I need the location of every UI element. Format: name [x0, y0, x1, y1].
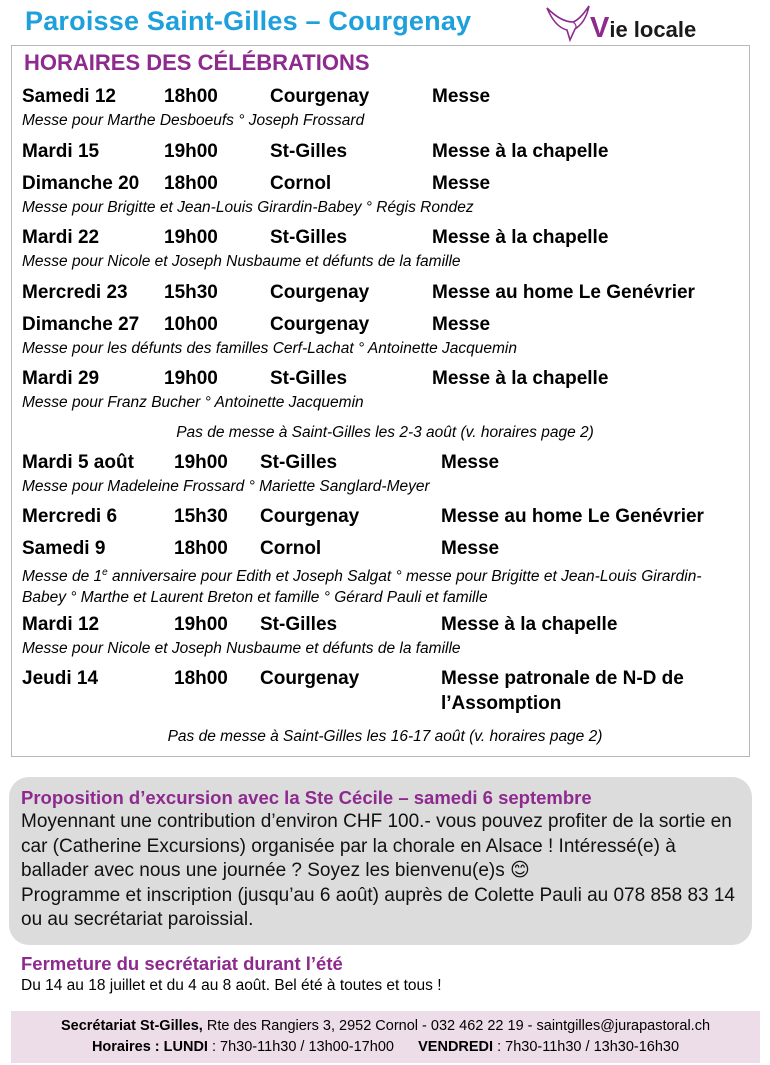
row-place: St-Gilles [260, 614, 338, 635]
excursion-body [21, 810, 741, 933]
footer-hours-monday: : 7h30-11h30 / 13h00-17h00 [207, 1039, 394, 1055]
row-note: Messe pour Brigitte et Jean-Louis Girardin-Babey ° Régis Rondez [22, 199, 474, 216]
row-place: Courgenay [270, 282, 370, 303]
row-day: Dimanche 27 [22, 314, 140, 335]
row-day: Samedi 12 [22, 86, 116, 107]
row-time: 10h00 [164, 314, 218, 335]
row-time: 18h00 [174, 538, 228, 559]
row-place: Cornol [260, 538, 322, 559]
row-day: Jeudi 14 [22, 668, 99, 689]
schedule-row [0, 612, 770, 638]
schedule-row [0, 312, 770, 338]
schedule-row [0, 280, 770, 306]
row-event: Messe [432, 86, 491, 107]
row-note: Messe pour Nicole et Joseph Nusbaume et défunts de la famille [22, 640, 461, 657]
row-day: Mardi 12 [22, 614, 100, 635]
row-time: 19h00 [174, 452, 228, 473]
footer-friday-label: VENDREDI [418, 1039, 494, 1055]
row-place: Courgenay [260, 506, 360, 527]
row-time: 19h00 [164, 368, 218, 389]
row-place: Courgenay [270, 314, 370, 335]
row-time: 18h00 [164, 173, 218, 194]
schedule-row [0, 666, 770, 714]
row-note: Messe pour Madeleine Frossard ° Mariette Sanglard-Meyer [22, 478, 430, 495]
row-time: 19h00 [174, 614, 228, 635]
row-place: St-Gilles [270, 368, 348, 389]
row-event: Messe patronale de N-D de l’Assomption [441, 668, 684, 714]
row-event: Messe [441, 538, 500, 559]
excursion-text: Moyennant une contribution d’environ CHF 100.- vous pouvez profiter de la sortie en car (Catherine Excursions) organisée par la chorale en Alsace ! Intéressé(e) à ballader avec nous une journée ? Soyez les bienvenu(e)s [21, 811, 732, 881]
row-event: Messe au home Le Genévrier [432, 282, 695, 303]
row-day: Samedi 9 [22, 538, 106, 559]
section-label [590, 12, 696, 45]
row-day: Mardi 5 août [22, 452, 134, 473]
row-place: Courgenay [260, 668, 360, 689]
smiley-icon: 😊 [510, 860, 530, 881]
row-time: 15h30 [174, 506, 228, 527]
excursion-text-registration: Programme et inscription (jusqu’au 6 août) auprès de Colette Pauli au 078 858 83 14 ou au secrétariat paroissial. [21, 884, 735, 930]
row-note: Messe pour Nicole et Joseph Nusbaume et défunts de la famille [22, 253, 461, 270]
row-note: Messe pour Franz Bucher ° Antoinette Jacquemin [22, 394, 364, 411]
row-day: Mercredi 6 [22, 506, 118, 527]
row-event: Messe [441, 452, 500, 473]
row-note: Messe pour les défunts des familles Cerf-Lachat ° Antoinette Jacquemin [22, 340, 517, 357]
row-time: 18h00 [174, 668, 228, 689]
footer-hours-friday: : 7h30-11h30 / 13h30-16h30 [493, 1039, 680, 1055]
schedule-row [0, 366, 770, 392]
row-place: Courgenay [270, 86, 370, 107]
row-note-superscript: e [102, 567, 108, 578]
schedule-row [0, 84, 770, 110]
info-note: Pas de messe à Saint-Gilles les 2-3 août (v. horaires page 2) [176, 424, 594, 441]
row-place: St-Gilles [270, 141, 348, 162]
section-label-rest: ie locale [609, 17, 697, 42]
row-event: Messe à la chapelle [432, 227, 609, 248]
footer-address: Rte des Rangiers 3, 2952 Cornol - 032 462 22 19 - saintgilles@jurapastoral.ch [202, 1018, 711, 1034]
dove-icon [543, 2, 593, 44]
schedule-row [0, 536, 770, 562]
row-event: Messe [432, 314, 491, 335]
schedule-title: HORAIRES DES CÉLÉBRATIONS [24, 50, 370, 75]
row-day: Mercredi 23 [22, 282, 128, 303]
row-note: Messe pour Marthe Desboeufs ° Joseph Frossard [22, 112, 365, 129]
footer-org: Secrétariat St-Gilles, [60, 1018, 203, 1034]
row-place: Cornol [270, 173, 332, 194]
row-place: St-Gilles [270, 227, 348, 248]
excursion-title: Proposition d’excursion avec la Ste Cécile – samedi 6 septembre [21, 787, 592, 808]
footer-hours-label: Horaires : LUNDI [91, 1039, 208, 1055]
closure-title: Fermeture du secrétariat durant l’été [21, 953, 343, 974]
row-time: 18h00 [164, 86, 218, 107]
info-note: Pas de messe à Saint-Gilles les 16-17 août (v. horaires page 2) [167, 728, 603, 745]
row-event: Messe à la chapelle [432, 141, 609, 162]
footer-hours-line [11, 1037, 760, 1058]
row-note [22, 562, 722, 608]
row-note-start: Messe de 1 [22, 568, 103, 586]
row-day: Mardi 22 [22, 227, 100, 248]
row-event: Messe à la chapelle [441, 614, 618, 635]
row-time: 19h00 [164, 141, 218, 162]
row-day: Mardi 29 [22, 368, 100, 389]
row-event: Messe au home Le Genévrier [441, 506, 704, 527]
row-day: Dimanche 20 [22, 173, 140, 194]
schedule-row [0, 139, 770, 165]
schedule-row [0, 450, 770, 476]
row-place: St-Gilles [260, 452, 338, 473]
section-label-initial: V [590, 12, 610, 44]
row-event: Messe [432, 173, 491, 194]
row-time: 15h30 [164, 282, 218, 303]
schedule-row [0, 225, 770, 251]
row-day: Mardi 15 [22, 141, 100, 162]
page-title: Paroisse Saint-Gilles – Courgenay [25, 6, 472, 36]
row-time: 19h00 [164, 227, 218, 248]
schedule-row [0, 171, 770, 197]
footer [11, 1011, 760, 1063]
footer-address-line [11, 1016, 760, 1037]
row-note-rest: anniversaire pour Edith et Joseph Salgat ° messe pour Brigitte et Jean-Louis Girardin-Babey ° Marthe et Laurent Breton et famille ° Gérard Pauli et famille [22, 568, 702, 607]
closure-body: Du 14 au 18 juillet et du 4 au 8 août. Bel été à toutes et tous ! [21, 977, 442, 994]
row-event: Messe à la chapelle [432, 368, 609, 389]
schedule-row [0, 504, 770, 530]
